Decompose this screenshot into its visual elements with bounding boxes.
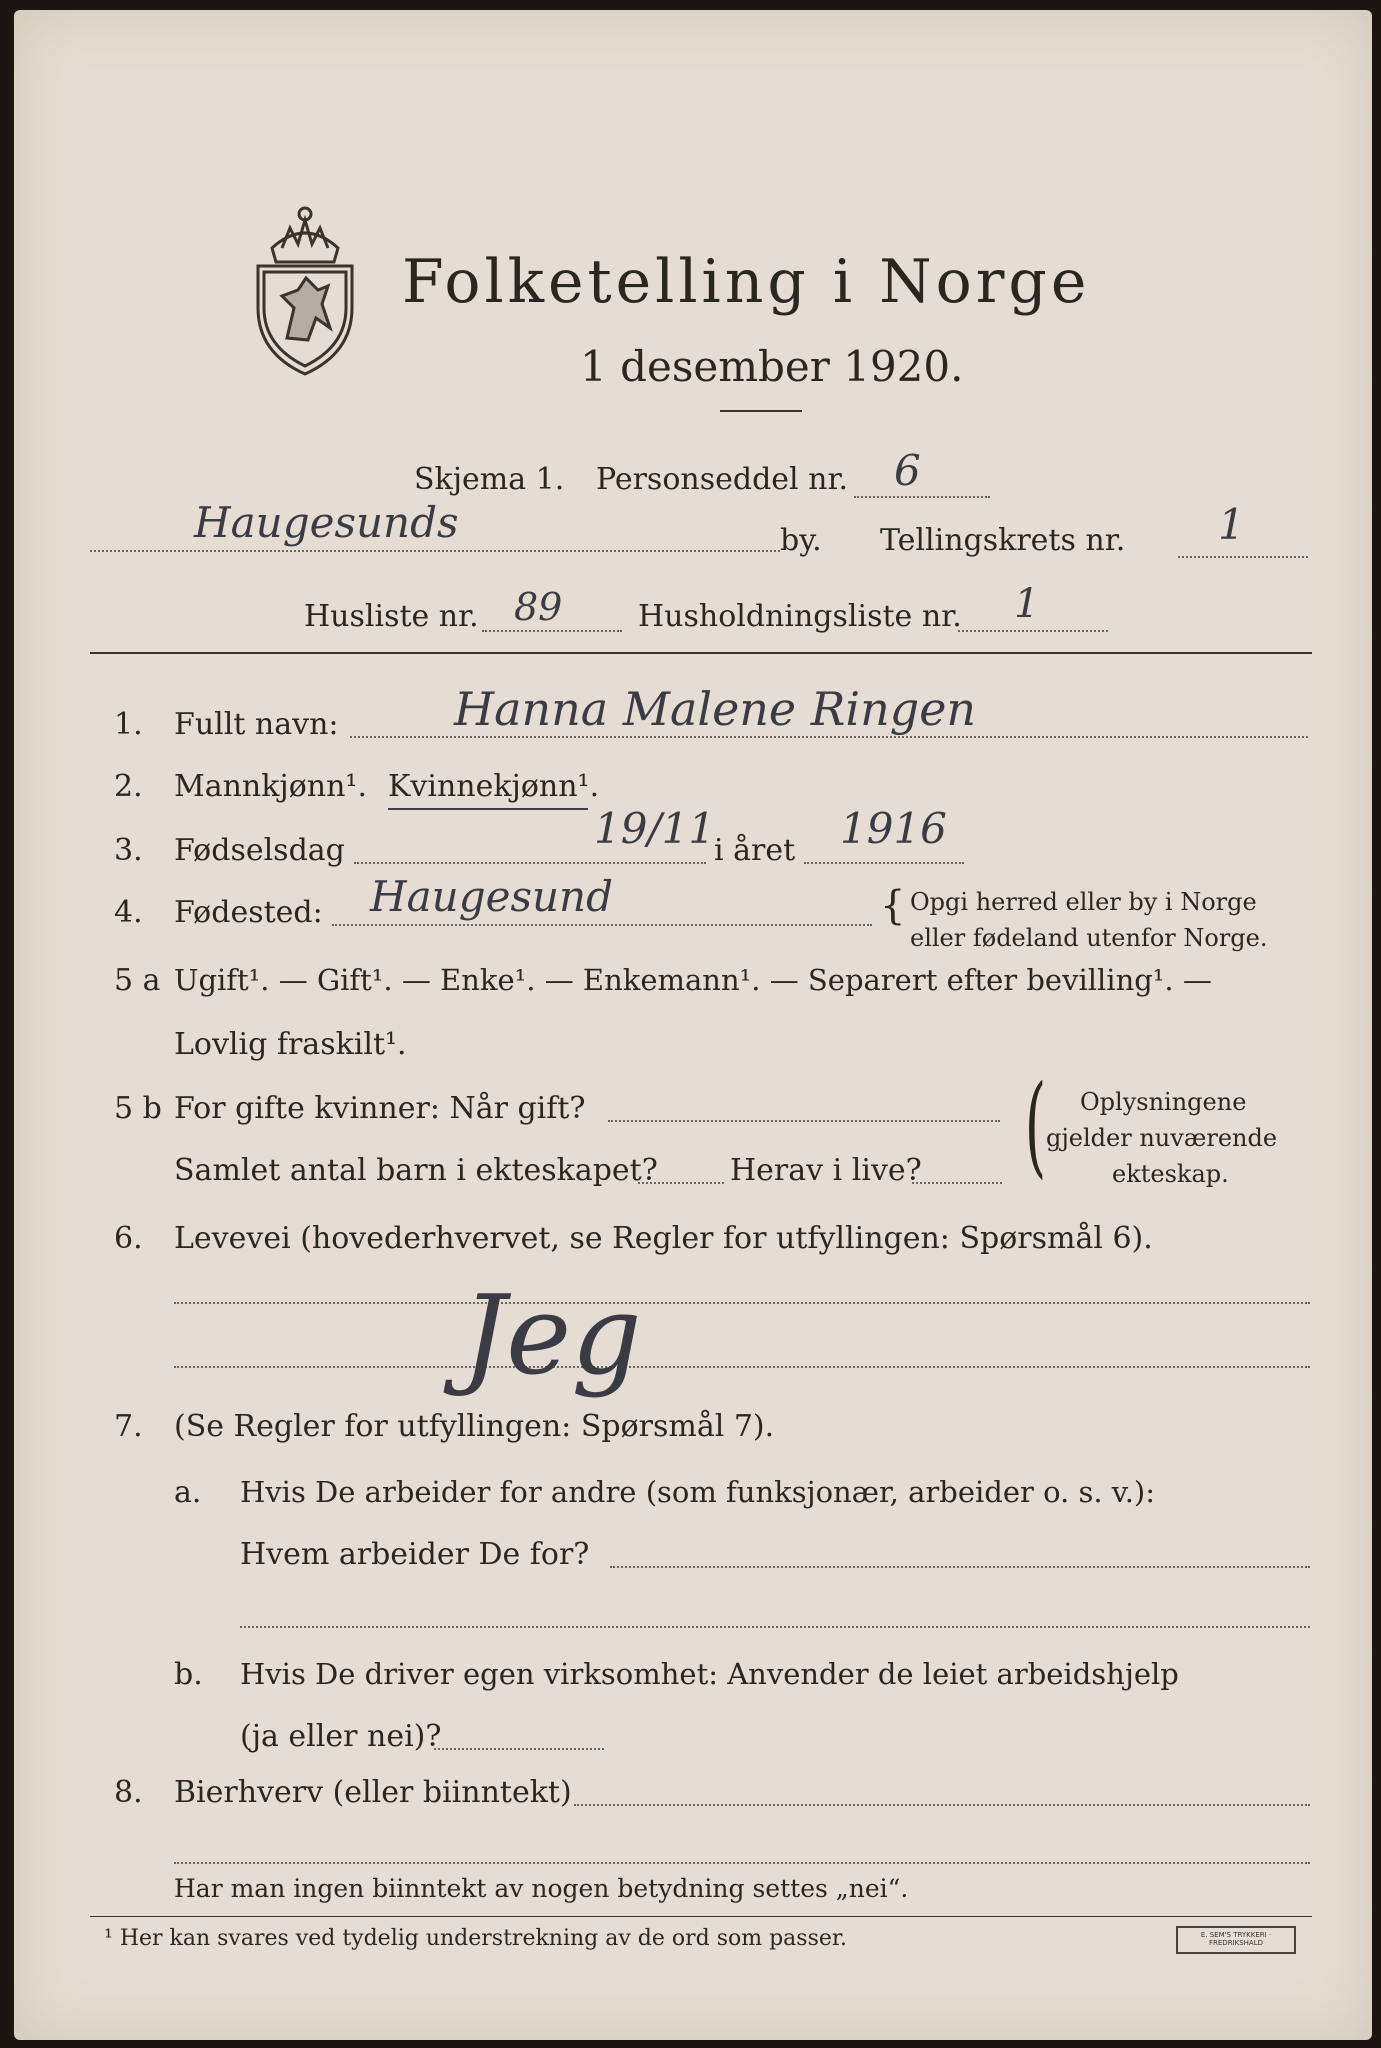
tellingskrets-value: 1	[1218, 500, 1245, 549]
printer-stamp	[1176, 1926, 1296, 1954]
tellingskrets-line	[1178, 556, 1308, 558]
q3-line	[354, 862, 706, 864]
q5b-alive-line	[912, 1182, 1002, 1184]
q3-year-label: i året	[714, 833, 796, 868]
q5a-line2: Lovlig fraskilt¹.	[174, 1027, 407, 1062]
by-label: by.	[780, 523, 822, 558]
census-form-page	[14, 10, 1372, 2040]
q6-value: Jeg	[462, 1271, 642, 1399]
footnote: ¹ Her kan svares ved tydelig understrekning av de ord som passer.	[104, 1926, 847, 1951]
q5a-line1: Ugift¹. — Gift¹. — Enke¹. — Enkemann¹. — Separert efter bevilling¹. —	[174, 963, 1212, 997]
schema-label: Skjema 1.	[414, 462, 565, 497]
q3-year-line	[804, 862, 964, 864]
q8-label: Bierhverv (eller biinntekt)	[174, 1775, 572, 1810]
q2-female-underline	[388, 808, 588, 810]
footer-separator	[90, 1916, 1312, 1917]
title-divider	[720, 410, 802, 412]
city-value: Haugesunds	[194, 498, 459, 547]
census-date: 1 desember 1920.	[580, 342, 964, 391]
husholdning-line	[958, 630, 1108, 632]
q6-line1	[174, 1302, 1310, 1304]
q5b-note-line2: gjelder nuværende	[1046, 1124, 1278, 1152]
q5b-number: 5 b	[114, 1091, 162, 1126]
q4-value: Haugesund	[370, 872, 613, 921]
q4-label: Fødested:	[174, 895, 323, 930]
husliste-value: 89	[514, 585, 563, 629]
q5b-note-line3: ekteskap.	[1112, 1160, 1229, 1188]
q8-number: 8.	[114, 1775, 143, 1810]
q4-line	[332, 924, 872, 926]
q5b-married-line	[608, 1120, 1000, 1122]
q1-line	[350, 736, 1308, 738]
q8-line2	[174, 1862, 1310, 1864]
q6-line2	[174, 1366, 1310, 1368]
q2-male: Mannkjønn¹.	[174, 769, 367, 804]
q3-value: 19/11	[594, 804, 716, 853]
header-separator	[90, 652, 1312, 654]
q7-label: (Se Regler for utfyllingen: Spørsmål 7).	[174, 1409, 775, 1444]
q7b-letter: b.	[174, 1657, 203, 1692]
q3-number: 3.	[114, 833, 143, 868]
q7a-employer-line2	[240, 1626, 1310, 1628]
q7a-line2: Hvem arbeider De for?	[240, 1537, 590, 1572]
q8-line	[574, 1804, 1310, 1806]
tellingskrets-label: Tellingskrets nr.	[880, 523, 1126, 558]
coat-of-arms-icon	[242, 178, 368, 378]
q5b-alive-label: Herav i live?	[730, 1153, 922, 1188]
husliste-label: Husliste nr.	[304, 599, 479, 634]
husholdning-label: Husholdningsliste nr.	[638, 599, 962, 634]
personseddel-value: 6	[894, 446, 921, 495]
q2-number: 2.	[114, 769, 143, 804]
q1-value: Hanna Malene Ringen	[454, 682, 977, 736]
q7b-line2: (ja eller nei)?	[240, 1719, 442, 1754]
q7-number: 7.	[114, 1409, 143, 1444]
q5b-note-line1: Oplysningene	[1080, 1088, 1247, 1116]
q1-label: Fullt navn:	[174, 707, 339, 742]
q2-female: Kvinnekjønn¹.	[388, 769, 600, 804]
city-line	[90, 550, 780, 552]
husliste-line	[482, 630, 622, 632]
q4-number: 4.	[114, 895, 143, 930]
q6-label: Levevei (hovederhvervet, se Regler for utfyllingen: Spørsmål 6).	[174, 1221, 1153, 1256]
q4-note-brace: {	[880, 883, 906, 929]
q5b-children-line	[638, 1182, 724, 1184]
q4-note-line2: eller fødeland utenfor Norge.	[910, 924, 1268, 952]
q3-year-value: 1916	[840, 804, 947, 853]
q7b-answer-line	[434, 1748, 604, 1750]
printer-stamp-text: E. SEM'S TRYKKERI · FREDRIKSHALD	[1200, 1931, 1272, 1947]
husholdning-value: 1	[1014, 581, 1040, 627]
personseddel-label: Personseddel nr.	[596, 462, 849, 497]
q1-number: 1.	[114, 707, 143, 742]
biinntekt-note: Har man ingen biinntekt av nogen betydning settes „nei“.	[174, 1874, 909, 1903]
q5b-children-label: Samlet antal barn i ekteskapet?	[174, 1153, 658, 1188]
form-title: Folketelling i Norge	[402, 247, 1091, 317]
q7b-line1: Hvis De driver egen virksomhet: Anvender de leiet arbeidshjelp	[240, 1657, 1179, 1691]
q7a-line1: Hvis De arbeider for andre (som funksjonær, arbeider o. s. v.):	[240, 1475, 1156, 1509]
q6-number: 6.	[114, 1221, 143, 1256]
q4-note-line1: Opgi herred eller by i Norge	[910, 888, 1257, 916]
q7a-employer-line	[610, 1566, 1310, 1568]
q5b-note-brace: (	[1024, 1061, 1047, 1189]
q7a-letter: a.	[174, 1475, 202, 1510]
q5a-number: 5 a	[114, 963, 161, 998]
q3-label: Fødselsdag	[174, 833, 345, 868]
personseddel-line	[854, 496, 990, 498]
q5b-line1: For gifte kvinner: Når gift?	[174, 1091, 586, 1126]
